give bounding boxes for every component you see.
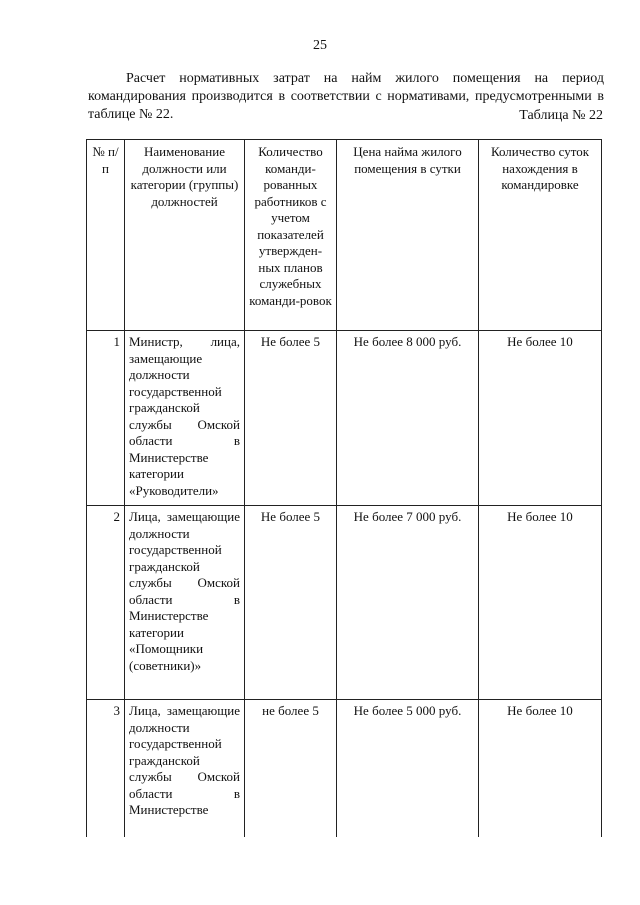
- row-employee-count: не более 5: [245, 700, 337, 837]
- header-employee-count: Количество команди-рованных работников с учетом показателей утвержден-ных планов служебных команди-ровок: [245, 140, 337, 331]
- norms-table: [86, 139, 602, 837]
- row-position-name: Лица, замещающие должности государственной гражданской службы Омской области в Министерстве: [125, 700, 245, 837]
- row-days: Не более 10: [479, 506, 602, 700]
- page-number: 25: [313, 38, 327, 53]
- row-price: Не более 8 000 руб.: [337, 331, 479, 506]
- header-days: Количество суток нахождения в командировке: [479, 140, 602, 331]
- row-price: Не более 7 000 руб.: [337, 506, 479, 700]
- intro-paragraph: Расчет нормативных затрат на найм жилого помещения на период командирования производится в соответствии с нормативами, предусмотренными в таблице № 22.: [88, 71, 604, 122]
- row-number: 1: [87, 331, 125, 506]
- table-row: [87, 331, 602, 506]
- table-header-row: [87, 140, 602, 331]
- header-price-per-day: Цена найма жилого помещения в сутки: [337, 140, 479, 331]
- row-number: 2: [87, 506, 125, 700]
- header-number: № п/п: [87, 140, 125, 331]
- row-position-name: Лица, замещающие должности государственной гражданской службы Омской области в Министерстве категории «Помощники (советники)»: [125, 506, 245, 700]
- row-days: Не более 10: [479, 331, 602, 506]
- row-position-name: Министр, лица, замещающие должности государственной гражданской службы Омской области в Министерстве категории «Руководители»: [125, 331, 245, 506]
- table-row: [87, 506, 602, 700]
- table-row: [87, 700, 602, 837]
- row-days: Не более 10: [479, 700, 602, 837]
- row-employee-count: Не более 5: [245, 331, 337, 506]
- table-label: Таблица № 22: [519, 108, 603, 123]
- row-employee-count: Не более 5: [245, 506, 337, 700]
- header-position: Наименование должности или категории (группы) должностей: [125, 140, 245, 331]
- row-number: 3: [87, 700, 125, 837]
- row-price: Не более 5 000 руб.: [337, 700, 479, 837]
